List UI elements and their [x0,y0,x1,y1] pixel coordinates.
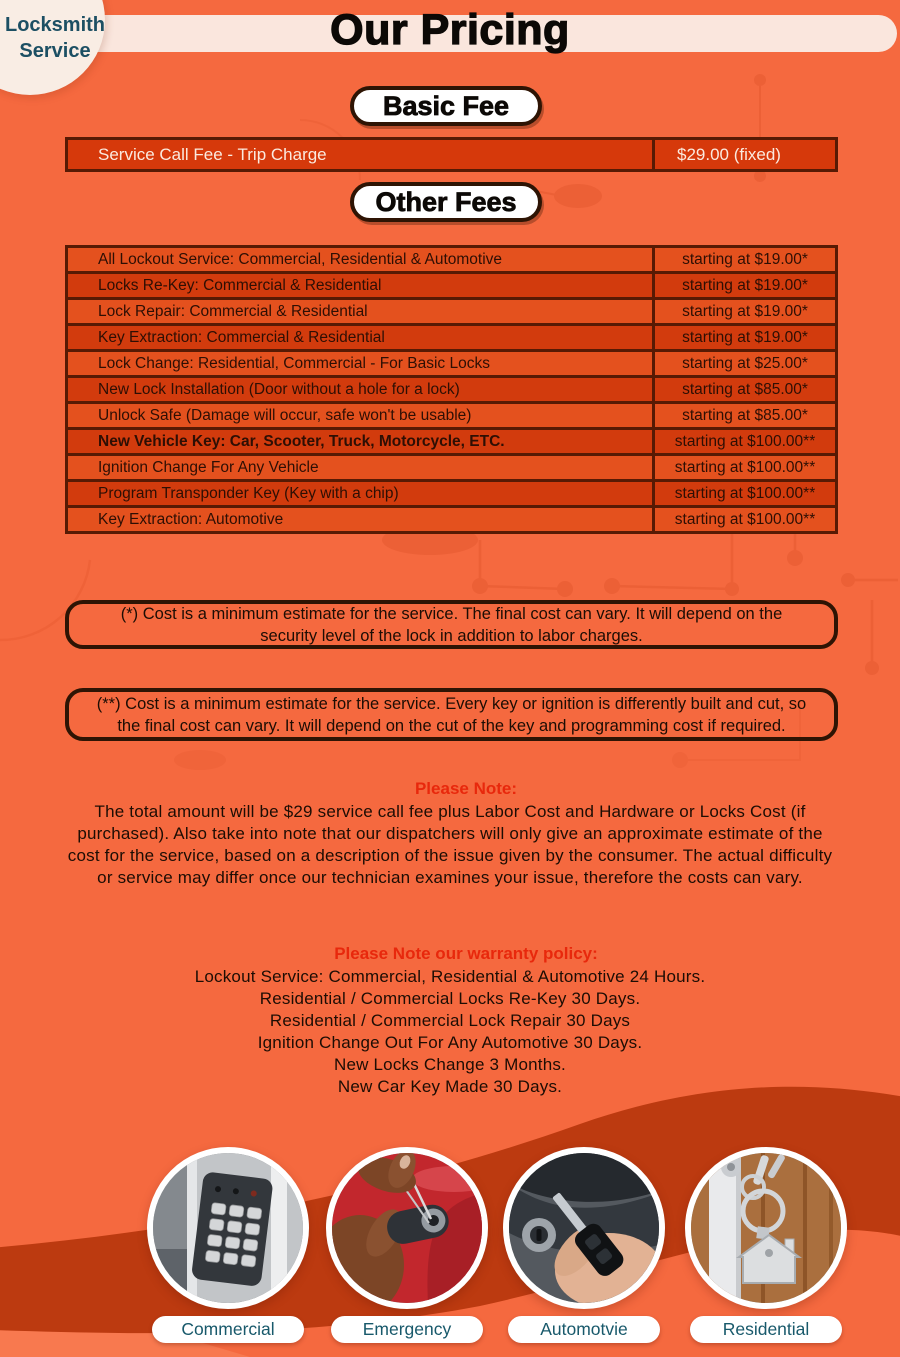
category-emergency [326,1147,488,1347]
note-box-double-asterisk: (**) Cost is a minimum estimate for the service. Every key or ignition is differently built and cut, so the final cost can vary. It will depend on the cut of the key and programming cost if required. [65,688,838,741]
warranty-line: Residential / Commercial Locks Re-Key 30 Days. [259,989,641,1008]
fee-service: Key Extraction: Automotive [68,508,655,531]
table-row [68,508,835,531]
fee-service: Service Call Fee - Trip Charge [68,140,655,169]
fee-service: Ignition Change For Any Vehicle [68,456,655,479]
table-row [68,482,835,508]
note-box-single-asterisk: (*) Cost is a minimum estimate for the service. The final cost can vary. It will depend on the security level of the lock in addition to labor charges. [65,600,838,649]
fee-price: starting at $19.00* [682,328,808,346]
category-label-commercial[interactable]: Commercial [152,1316,304,1343]
logo-line1: Locksmith [4,14,106,36]
category-commercial [147,1147,309,1347]
category-automotive [503,1147,665,1347]
table-row [68,140,835,169]
fee-price: starting at $19.00* [682,302,808,320]
logo-text [0,12,110,64]
category-label-automotive[interactable]: Automotvie [508,1316,660,1343]
please-note-heading: Please Note: [414,779,518,798]
page-title: Our Pricing [330,6,570,54]
warranty-line: New Car Key Made 30 Days. [337,1077,563,1096]
category-residential [685,1147,847,1347]
basic-fee-table [65,137,838,172]
category-label-emergency[interactable]: Emergency [331,1316,483,1343]
fee-service: New Lock Installation (Door without a hole for a lock) [68,378,655,401]
table-row [68,300,835,326]
table-row [68,352,835,378]
residential-keychain-photo [685,1147,847,1309]
fee-price: starting at $19.00* [682,276,808,294]
table-row [68,274,835,300]
fee-service: Program Transponder Key (Key with a chip) [68,482,655,505]
fee-price: $29.00 (fixed) [677,144,781,164]
table-row [68,404,835,430]
fee-price: starting at $85.00* [682,406,808,424]
please-note-body: The total amount will be $29 service call fee plus Labor Cost and Hardware or Locks Cost (if purchased). Also take into note that our dispatchers will only give an approximate estimate of the cost for the service, based on a description of the issue given by the consumer. The actual difficulty or service may differ once our technician examines your issue, therefore the costs can vary. [67,802,833,887]
logo-line2: Service [19,40,91,62]
table-row [68,430,835,456]
fee-price: starting at $25.00* [682,354,808,372]
other-fees-heading: Other Fees [350,182,542,222]
fee-service: Unlock Safe (Damage will occur, safe won't be usable) [68,404,655,427]
fee-service: All Lockout Service: Commercial, Residential & Automotive [68,248,655,271]
fee-price: starting at $19.00* [682,250,808,268]
fee-service: New Vehicle Key: Car, Scooter, Truck, Motorcycle, ETC. [68,430,655,453]
fee-service: Locks Re-Key: Commercial & Residential [68,274,655,297]
warranty-heading: Please Note our warranty policy: [334,944,598,963]
table-row [68,456,835,482]
table-row [68,378,835,404]
fee-service: Key Extraction: Commercial & Residential [68,326,655,349]
warranty-line: New Locks Change 3 Months. [334,1055,566,1074]
fee-price: starting at $100.00** [674,484,816,502]
basic-fee-heading: Basic Fee [350,86,542,126]
fee-price: starting at $85.00* [682,380,808,398]
commercial-keypad-photo [147,1147,309,1309]
fee-price: starting at $100.00** [674,510,816,528]
table-row [68,248,835,274]
warranty-line: Residential / Commercial Lock Repair 30 Days [269,1011,631,1030]
fee-price: starting at $100.00** [674,432,816,450]
table-row [68,326,835,352]
fee-service: Lock Repair: Commercial & Residential [68,300,655,323]
warranty-line: Ignition Change Out For Any Automotive 30 Days. [257,1033,643,1052]
warranty-line: Lockout Service: Commercial, Residential & Automotive 24 Hours. [194,967,706,986]
emergency-lockpick-photo [326,1147,488,1309]
fee-service: Lock Change: Residential, Commercial - For Basic Locks [68,352,655,375]
fee-price: starting at $100.00** [674,458,816,476]
other-fees-table [65,245,838,534]
category-label-residential[interactable]: Residential [690,1316,842,1343]
automotive-ignition-photo [503,1147,665,1309]
warranty-list [60,966,840,1098]
